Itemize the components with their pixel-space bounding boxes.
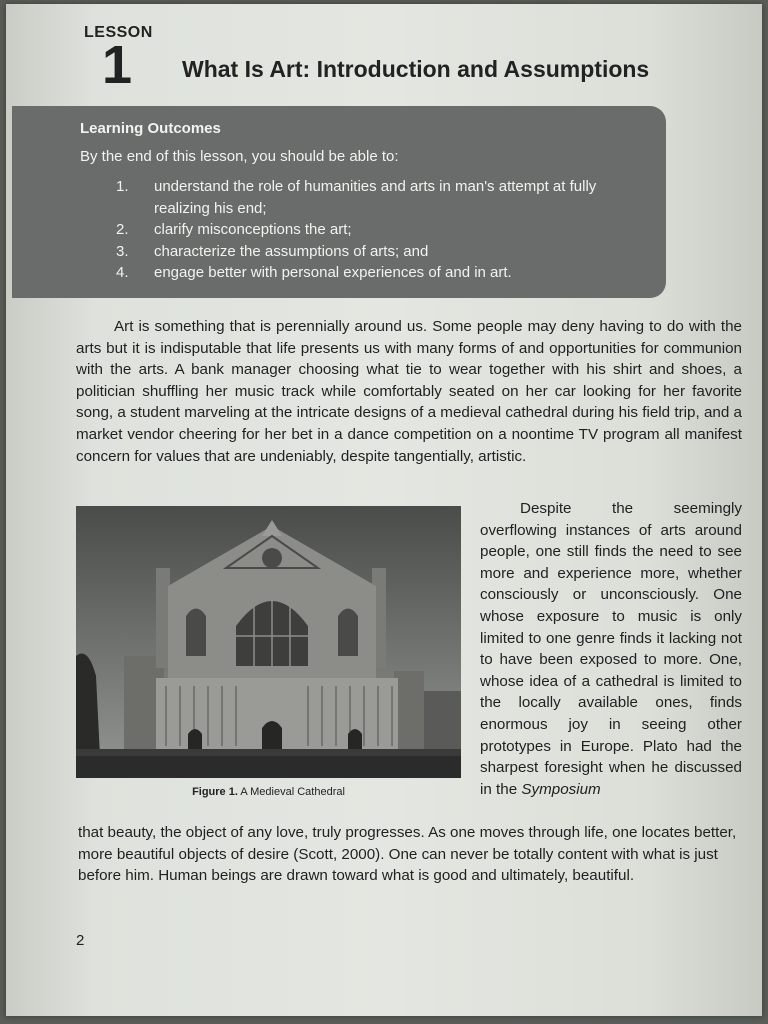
figure-caption-text: A Medieval Cathedral [240, 786, 345, 798]
outcome-item [116, 241, 636, 263]
outcome-text: clarify misconceptions the art; [154, 221, 352, 238]
outcomes-heading: Learning Outcomes [80, 120, 221, 137]
cathedral-illustration [76, 506, 461, 756]
photo-credit-watermark [76, 756, 461, 778]
lesson-number: 1 [102, 35, 133, 95]
outcome-item [116, 219, 636, 241]
body-paragraph-1: Art is something that is perennially around us. Some people may deny having to do with the arts but it is indisputable that life presents us with many forms of and opportunities for communion with the arts. A bank manager choosing what tie to wear together with his shirt and shoes, a politician shuffling her music track while comfortably seated on her car looking for her favorite song, a student marveling at the intricate designs of a medieval cathedral during his field trip, and a market vendor cheering for her bet in a dance competition on a noontime TV program all manifest concern for values that are undeniably, despite tangentially, artistic. [76, 318, 742, 465]
outcome-text: understand the role of humanities and arts in man's attempt at fully realizing his end; [154, 178, 597, 217]
page-number: 2 [76, 932, 85, 949]
body-paragraph-3: that beauty, the object of any love, truly progresses. As one moves through life, one locates better, more beautiful objects of desire (Scott, 2000). One can never be totally content with what is just before him. Human beings are drawn toward what is good and ultimately, beautiful. [78, 824, 737, 885]
learning-outcomes-box [12, 106, 666, 298]
figure-caption-label: Figure 1. [192, 786, 238, 798]
body-paragraph-2 [480, 498, 742, 800]
outcome-text: engage better with personal experiences of and in art. [154, 264, 512, 281]
body-paragraph-2-text: Despite the seemingly overflowing instances of arts around people, one still finds the need to see more and experience more, whether consciously or unconsciously. One whose exposure to music is only limited to one genre finds it lacking not to have been exposed to more. One, whose idea of a cathedral is limited to the locally available ones, finds enormous joy in seeing other prototypes in Europe. Plato had the sharpest foresight when he discussed in the [480, 500, 742, 798]
outcome-number: 3. [116, 242, 129, 260]
symposium-italic: Symposium [521, 780, 601, 798]
outcome-text: characterize the assumptions of arts; and [154, 242, 429, 260]
outcome-number: 4. [116, 264, 129, 281]
lesson-label: LESSON [84, 24, 153, 41]
figure-caption [76, 786, 461, 798]
outcome-item [116, 176, 636, 219]
outcome-number: 2. [116, 221, 129, 238]
cathedral-photo [76, 506, 461, 778]
outcome-number: 1. [116, 178, 129, 195]
outcomes-intro: By the end of this lesson, you should be able to: [80, 148, 399, 165]
lesson-title: What Is Art: Introduction and Assumptions [182, 56, 650, 82]
textbook-page [6, 4, 762, 1016]
outcome-item [116, 262, 636, 284]
outcomes-list [116, 176, 636, 284]
